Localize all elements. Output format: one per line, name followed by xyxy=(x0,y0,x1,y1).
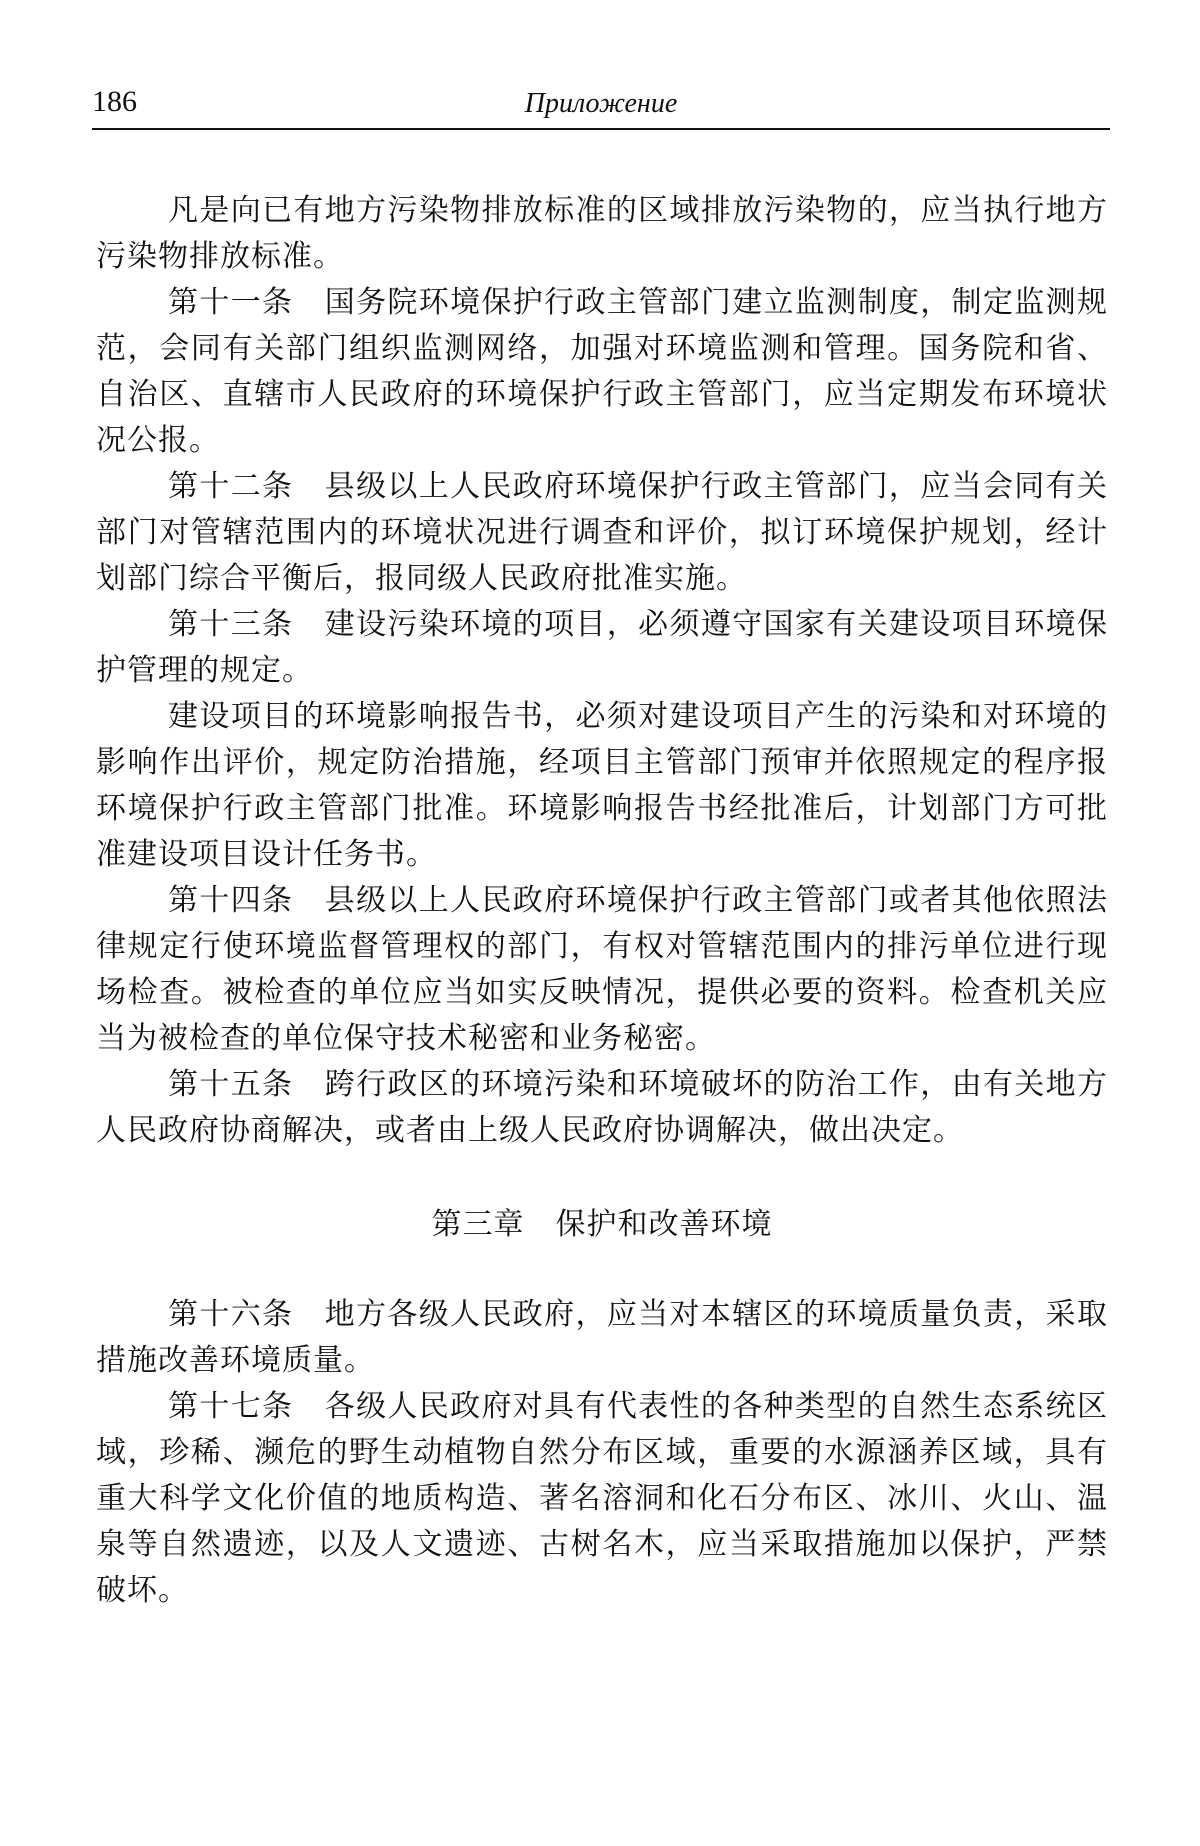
article-16: 第十六条 地方各级人民政府，应当对本辖区的环境质量负责，采取措施改善环境质量。 xyxy=(96,1297,1108,1378)
chapter-heading: 第三章 保护和改善环境 xyxy=(431,1207,773,1242)
header-rule xyxy=(92,128,1110,130)
article-17: 第十七条 各级人民政府对具有代表性的各种类型的自然生态系统区域，珍稀、濒危的野生动植物自然分布区域，重要的水源涵养区域，具有重大科学文化价值的地质构造、著名溶洞和化石分布区、冰川、火山、温泉等自然遗迹，以及人文遗迹、古树名木，应当采取措施加以保护，严禁破坏。 xyxy=(96,1389,1108,1608)
running-title: Приложение xyxy=(524,88,678,119)
article-14: 第十四条 县级以上人民政府环境保护行政主管部门或者其他依照法律规定行使环境监督管理权的部门，有权对管辖范围内的排污单位进行现场检查。被检查的单位应当如实反映情况，提供必要的资料。检查机关应当为被检查的单位保守技术秘密和业务秘密。 xyxy=(96,883,1108,1056)
article-13-paragraph-2: 建设项目的环境影响报告书，必须对建设项目产生的污染和对环境的影响作出评价，规定防治措施，经项目主管部门预审并依照规定的程序报环境保护行政主管部门批准。环境影响报告书经批准后，计划部门方可批准建设项目设计任务书。 xyxy=(96,699,1108,872)
article-12: 第十二条 县级以上人民政府环境保护行政主管部门，应当会同有关部门对管辖范围内的环境状况进行调查和评价，拟订环境保护规划，经计划部门综合平衡后，报同级人民政府批准实施。 xyxy=(96,469,1108,596)
body-text xyxy=(96,188,1108,1614)
page-number: 186 xyxy=(92,85,137,118)
page-header xyxy=(92,80,1110,130)
article-13: 第十三条 建设污染环境的项目，必须遵守国家有关建设项目环境保护管理的规定。 xyxy=(96,607,1108,688)
paragraph-continuation: 凡是向已有地方污染物排放标准的区域排放污染物的，应当执行地方污染物排放标准。 xyxy=(96,193,1108,274)
article-15: 第十五条 跨行政区的环境污染和环境破坏的防治工作，由有关地方人民政府协商解决，或者由上级人民政府协调解决，做出决定。 xyxy=(96,1067,1108,1148)
article-11: 第十一条 国务院环境保护行政主管部门建立监测制度，制定监测规范，会同有关部门组织监测网络，加强对环境监测和管理。国务院和省、自治区、直辖市人民政府的环境保护行政主管部门，应当定期发布环境状况公报。 xyxy=(96,285,1108,458)
